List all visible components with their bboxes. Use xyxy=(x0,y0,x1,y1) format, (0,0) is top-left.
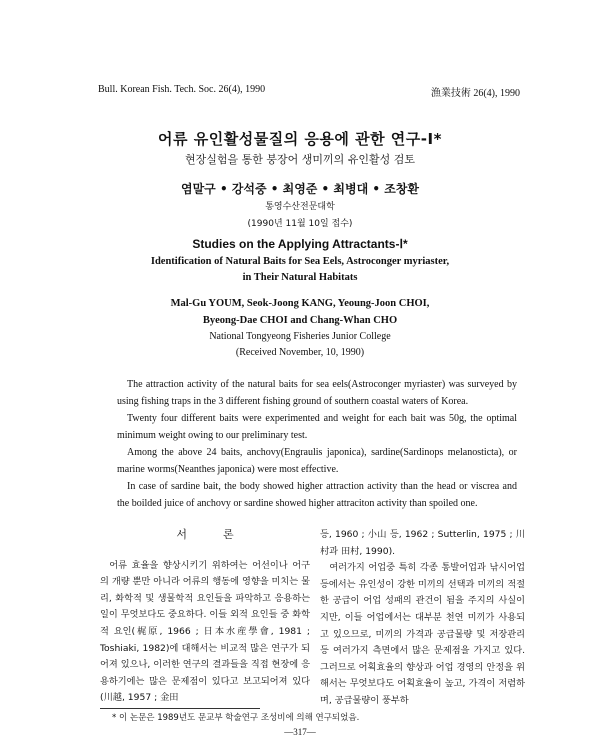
page-number: —317— xyxy=(284,727,316,737)
english-authors-line-1: Mal-Gu YOUM, Seok-Joong KANG, Yeoung-Joon CHOI, xyxy=(170,298,430,309)
abstract-paragraph: The attraction activity of the natural baits for sea eels(Astroconger myriaster) was surveyed by using fishing traps in the 3 different fishing ground of southern coastal waters of Korea. xyxy=(117,379,517,407)
english-subtitle-line-2: in Their Natural Habitats xyxy=(242,272,358,283)
english-subtitle-line-1: Identification of Natural Baits for Sea Eels, Astroconger myriaster, xyxy=(150,256,450,267)
abstract-paragraph: Twenty four different baits were experimented and weight for each bait was 50g, the optimal minimum weight owing to our preliminary test. xyxy=(117,413,517,441)
body-column-right xyxy=(320,527,525,710)
body-paragraph: 어류 효율을 향상시키기 위하여는 어선이나 어구의 개량 뿐만 아니라 어류의 행동에 영향을 미치는 물리, 화학적 및 생물학적 요인들을 파악하고 응용하는 일이 무엇보다도 중요하다. 이들 외적 요인들 중 화학적 요인(梶原, 1966 ; 日本水産學會, 1981 ; Toshiaki, 1982)에 대해서는 비교적 많은 연구가 되어져 있으나, 이러한 연구의 결과들을 직접 현장에 응용하기에는 많은 문제점이 있다고 보고되어져 있다(川越, 1957 ; 金田 xyxy=(100,559,310,704)
english-title: Studies on the Applying Attractants-Ⅰ* xyxy=(192,237,408,251)
section-heading-introduction: 서론 xyxy=(176,528,270,541)
abstract-paragraph: Among the above 24 baits, anchovy(Engraulis japonica), sardine(Sardinops melanosticta), or marine worms(Neanthes japonica) were most effective. xyxy=(117,447,517,475)
abstract xyxy=(117,376,517,512)
body-column-left xyxy=(100,527,310,707)
footnote-divider xyxy=(100,708,260,709)
running-header-right: 漁業技術 26(4), 1990 xyxy=(430,88,520,99)
korean-authors: 염말구 • 강석중 • 최영준 • 최병대 • 조창환 xyxy=(181,182,419,196)
korean-institution: 통영수산전문대학 xyxy=(265,202,335,212)
english-institution: National Tongyeong Fisheries Junior College xyxy=(209,331,391,342)
english-authors-line-2: Byeong-Dae CHOI and Chang-Whan CHO xyxy=(202,315,398,326)
footnote: * 이 논문은 1989년도 문교부 학술연구 조성비에 의해 연구되었음. xyxy=(112,713,360,723)
english-received-date: (Received November, 10, 1990) xyxy=(235,347,365,358)
korean-subtitle: 현장실험을 통한 붕장어 생미끼의 유인활성 검토 xyxy=(184,153,415,166)
body-paragraph: 여러가지 어업중 특히 각종 통발어업과 낚시어업 등에서는 유인성이 강한 미끼의 선택과 미끼의 적절한 공급이 어업 성패의 관건이 됨을 주지의 사실이지만, 이들 어업에서는 대부분 천연 미끼가 사용되고 있으므로, 미끼의 가격과 공급물량 및 저장관리등 여러가지 측면에서 많은 문제점을 가지고 있다. 그러므로 어획효율의 향상과 어업 경영의 안정을 위해서는 무엇보다도 어획효율이 높고, 가격이 저렴하며, 공급물량이 풍부하 xyxy=(320,562,525,706)
korean-title: 어류 유인활성물질의 응용에 관한 연구-Ⅰ* xyxy=(158,130,442,148)
korean-received-date: (1990년 11월 10일 접수) xyxy=(247,219,353,229)
running-header-left: Bull. Korean Fish. Tech. Soc. 26(4), 1990 xyxy=(98,84,266,95)
abstract-paragraph: In case of sardine bait, the body showed higher attraction activity than the head or viscrea and the boilded juice of anchovy or sardine showed higher attraciton activity than spoiled one. xyxy=(117,481,517,509)
body-paragraph: 등, 1960 ; 小山 등, 1962 ; Sutterlin, 1975 ; 川村과 田村, 1990). xyxy=(320,529,525,557)
